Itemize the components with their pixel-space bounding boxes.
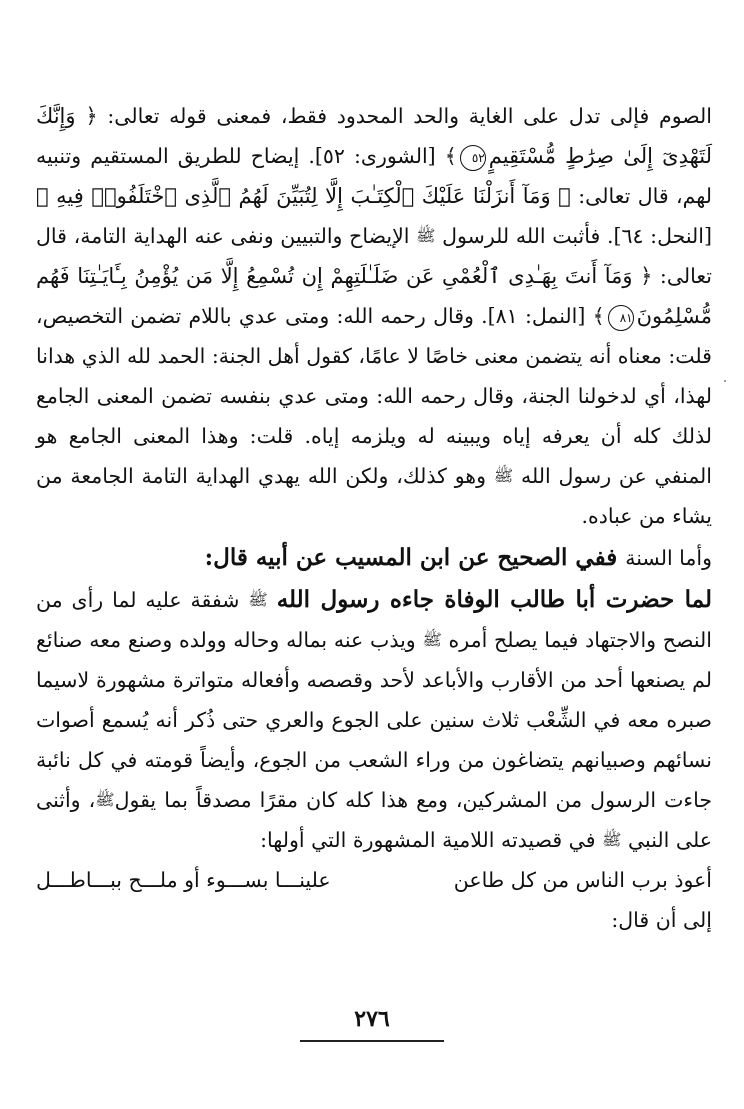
text-line: الصوم فإلى تدل على الغاية والحد المحدود فقط، فمعنى قوله تعالى:: [107, 104, 712, 128]
verse-reference: [النحل: ٦٤]. فأثبت الله للرسول: [442, 224, 712, 248]
paragraph-tafsir: [36, 96, 712, 536]
text-line: وهو كذلك، ولكن الله: [307, 464, 487, 488]
quran-verse: ﴿ وَإِنَّكَ لَتَهْدِىٓ إِلَىٰ صِرَٰطٍ مُّسْتَقِيمٍ: [36, 104, 713, 168]
salawat-glyph: ﷺ: [602, 830, 622, 849]
lead-text: وأما السنة: [625, 546, 712, 570]
verse-number-marker: ٨١: [608, 305, 634, 331]
salawat-glyph: ﷺ: [95, 790, 115, 809]
text-line: المستقيم وتنبيه لهم، قال تعالى:: [36, 144, 712, 208]
salawat-glyph: ﷺ: [416, 226, 436, 245]
text-line: الله: ومتى عدي باللام تضمن التخصيص، قلت: معناه أنه يتضمن: [36, 304, 712, 368]
text-line: يقول: [114, 788, 157, 812]
text-line: الجامع لذلك كله أن يعرفه إياه ويبينه له ويلزمه إياه. قلت: وهذا: [36, 384, 712, 448]
text-line: وصبيانهم يتضاغون من وراء الشعب من الجوع، وأيضاً قومته في كل: [78, 748, 646, 772]
closing-line: إلى أن قال:: [611, 908, 712, 932]
text-line: يهدي الهداية التامة الجامعة من يشاء من عباده.: [36, 464, 712, 528]
page-body: [36, 96, 712, 940]
text-line: شفقة عليه: [145, 588, 240, 612]
salawat-glyph: ﷺ: [422, 630, 442, 649]
poem-verse: [36, 860, 712, 900]
paragraph-sunnah-heading: [36, 536, 712, 580]
text-line: ونفى عنه الهداية التامة، قال تعالى:: [36, 224, 712, 288]
text-line: ثلاث سنين على الجوع والعري حتى ذُكر أنه يُسمع أصوات نسائهم: [36, 708, 712, 772]
text-line: وحاله وولده وصنع معه صنائع لم يصنعها أحد من الأقارب والأباعد: [36, 628, 712, 692]
text-line: لأحد وقصصه وأفعاله متواترة مشهورة لاسيما صبره معه في الشِّعْب: [36, 668, 712, 732]
salawat-glyph: ﷺ: [493, 466, 514, 485]
text-line: معنى خاصًا لا عامًا، كقول أهل الجنة: الحمد لله الذي هدانا لهذا،: [36, 344, 712, 408]
page-number-underline: [300, 1040, 444, 1042]
poem-second-hemistich: علينـــا بســـوء أو ملـــح ببـــاطـــل: [36, 868, 331, 892]
quran-verse: ﴿ وَمَآ أَنزَلْنَا عَلَيْكَ ٱلْكِتَـٰبَ إِلَّا لِتُبَيِّنَ لَهُمُ ٱلَّذِى ٱخْتَلَفُوا۟ فِيهِ ﴾: [36, 184, 571, 208]
text-line: المعنى الجامع هو المنفي عن رسول الله: [36, 424, 712, 488]
hadith-text-bold: لما حضرت أبا طالب الوفاة جاءه رسول الله: [276, 586, 712, 613]
text-line: ويذب عنه بماله: [286, 628, 416, 652]
verse-reference: ﴾ [الشورى: ٥٢]. إيضاح للطريق: [177, 144, 457, 168]
text-line: أي لدخولنا الجنة، وقال رحمه الله: ومتى عدي بنفسه تضمن المعنى: [96, 384, 666, 408]
quran-verse: ﴿ وَمَآ أَنتَ بِهَـٰدِى ٱلْعُمْىِ عَن ضَلَـٰلَتِهِمْ إِن تُسْمِعُ إِلَّا مَن يُؤْمِنُ بِـَٔايَـٰتِنَا فَهُم مُّسْلِمُونَ: [36, 264, 712, 328]
salawat-glyph: ﷺ: [248, 590, 268, 609]
verse-number-marker: ٥٢: [460, 145, 486, 171]
scan-artifact-dot: [724, 380, 726, 382]
paragraph-hadith: [36, 580, 712, 860]
verse-reference: ﴾ [النمل: ٨١]. وقال رحمه: [380, 304, 605, 328]
text-line: الإيضاح والتبيين: [280, 224, 410, 248]
text-line: لما رأى من النصح والاجتهاد فيما يصلح أمره: [36, 588, 712, 652]
page-number: ٢٧٦: [354, 1006, 390, 1032]
text-line: ، وأثنى على النبي: [36, 788, 712, 852]
hadith-heading: ففي الصحيح عن ابن المسيب عن أبيه قال:: [204, 544, 618, 571]
text-line: نائبة جاءت الرسول من المشركين، ومع هذا كله كان مقرًا مصدقاً بما: [36, 748, 712, 812]
poem-first-hemistich: أعوذ برب الناس من كل طاعن: [453, 868, 712, 892]
text-line: في قصيدته اللامية المشهورة التي: [311, 828, 596, 852]
text-line: أولها:: [260, 828, 305, 852]
